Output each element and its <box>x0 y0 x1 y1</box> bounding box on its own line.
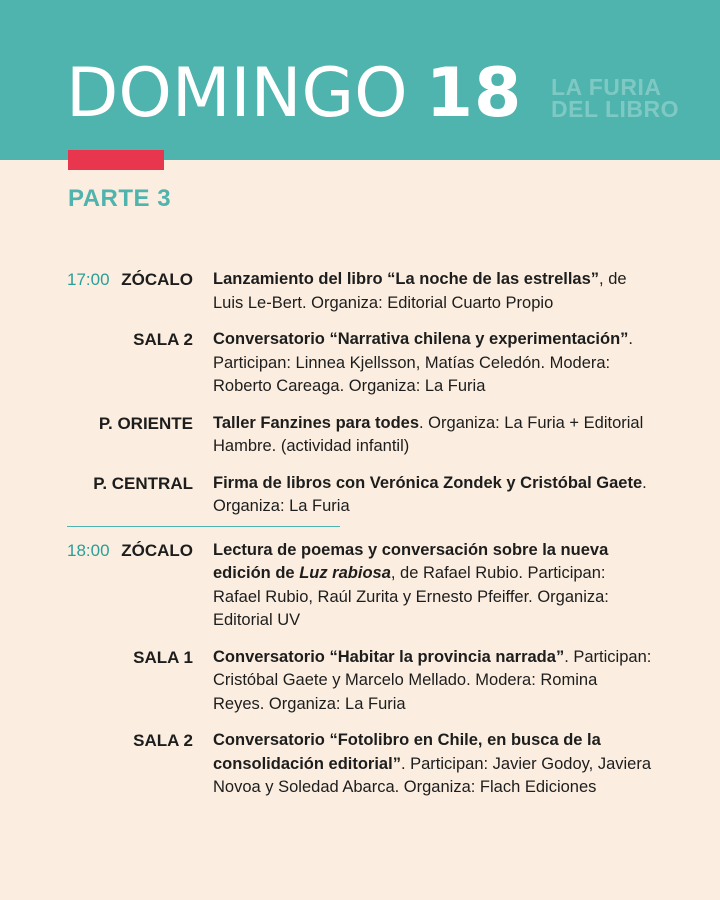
entry-time: 18:00 <box>67 540 110 560</box>
brand-line-2: DEL LIBRO <box>551 96 680 122</box>
entry-venue: P. ORIENTE <box>98 413 193 433</box>
entry-venue: SALA 1 <box>133 647 193 667</box>
part-title: PARTE 3 <box>68 185 172 212</box>
brand-logo <box>551 76 679 120</box>
entry-details: . Participan: Cristóbal Gaete y Marcelo Mellado. Modera: Romina Reyes. Organiza: La Furia <box>213 647 652 713</box>
entry-description <box>213 412 653 459</box>
entry-details: . Organiza: La Furia <box>213 473 647 515</box>
day-word: DOMINGO <box>66 54 408 133</box>
entry-title: Lectura de poemas y conversación sobre la nueva edición de <box>213 540 609 582</box>
entry-title: Firma de libros con Verónica Zondek y Cristóbal Gaete <box>213 473 643 492</box>
schedule-entry <box>0 412 720 459</box>
entry-venue: P. CENTRAL <box>93 473 193 493</box>
schedule-entry <box>0 646 720 717</box>
header-banner <box>0 0 720 160</box>
entry-title-italic: Luz rabiosa <box>299 564 391 582</box>
day-heading <box>66 54 523 133</box>
entry-title: Conversatorio “Habitar la provincia narrada” <box>213 647 565 666</box>
entry-title: Conversatorio “Narrativa chilena y experimentación” <box>213 330 629 348</box>
entry-venue: ZÓCALO <box>121 270 193 289</box>
schedule-entry <box>0 472 720 519</box>
schedule-entry <box>0 328 720 399</box>
entry-venue: ZÓCALO <box>121 540 193 560</box>
schedule-entry <box>0 729 720 800</box>
entry-details: . Organiza: La Furia + Editorial Hambre. (actividad infantil) <box>213 413 644 455</box>
accent-bar <box>68 150 164 170</box>
entry-title: Taller Fanzines para todes <box>213 413 420 432</box>
entry-description <box>213 268 653 315</box>
entry-title: Lanzamiento del libro “La noche de las estrellas” <box>213 270 600 288</box>
entry-time: 17:00 <box>67 270 110 289</box>
entry-details: . Participan: Linnea Kjellsson, Matías Celedón. Modera: Roberto Careaga. Organiza: La Furia <box>213 330 633 395</box>
entry-description <box>213 328 653 399</box>
schedule-entry <box>0 268 720 315</box>
entry-venue: SALA 2 <box>133 731 193 750</box>
entry-venue: SALA 2 <box>133 330 193 349</box>
entry-description <box>213 729 653 800</box>
schedule-entry <box>0 539 720 633</box>
time-divider <box>67 526 340 527</box>
entry-description <box>213 472 653 519</box>
schedule-list <box>0 268 720 813</box>
entry-details: , de Luis Le-Bert. Organiza: Editorial Cuarto Propio <box>213 270 627 312</box>
brand-line-1: LA FURIA <box>551 74 662 100</box>
entry-details: , de Rafael Rubio. Participan: Rafael Rubio, Raúl Zurita y Ernesto Pfeiffer. Organiza: Editorial UV <box>213 564 609 629</box>
entry-description <box>213 646 653 717</box>
entry-description <box>213 539 653 633</box>
day-number: 18 <box>425 54 523 133</box>
entry-details: . Participan: Javier Godoy, Javiera Novoa y Soledad Abarca. Organiza: Flach Ediciones <box>213 754 652 796</box>
entry-title: Conversatorio “Fotolibro en Chile, en busca de la consolidación editorial” <box>213 731 601 773</box>
